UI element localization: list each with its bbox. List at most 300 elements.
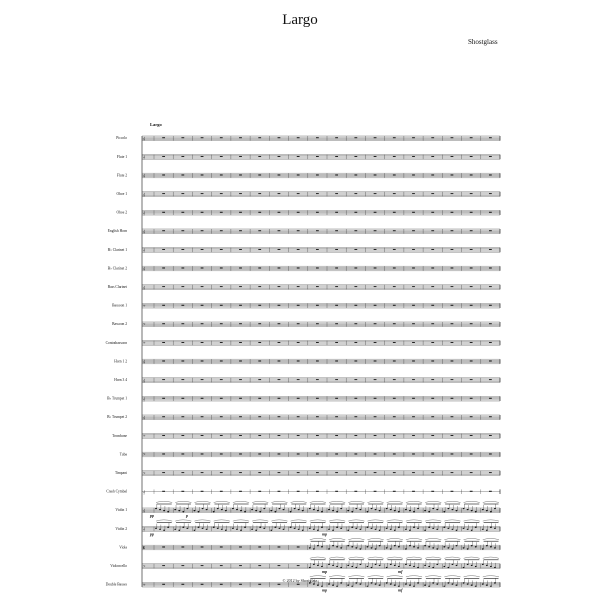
whole-rest [162,547,165,548]
whole-rest [201,230,204,231]
note-head [371,547,373,548]
dynamic-marking: p [186,513,188,518]
note-head [167,527,169,528]
whole-rest [181,491,184,492]
whole-rest [316,137,319,138]
slur [214,501,230,502]
clef-icon: 𝄢 [143,471,146,476]
whole-rest [393,398,396,399]
copyright-notice: © 2012 by Shostglass [282,578,318,583]
composer-name: Shostglass [468,38,498,46]
note-head [413,546,415,547]
whole-rest [393,342,396,343]
whole-rest [201,212,204,213]
whole-rest [220,435,223,436]
slur [291,501,307,502]
whole-rest [297,230,300,231]
instrument-label: B♭ Trumpet 2 [107,415,127,420]
whole-rest [374,268,377,269]
whole-rest [201,472,204,473]
whole-rest [470,491,473,492]
whole-rest [220,416,223,417]
whole-rest [239,137,242,138]
whole-rest [335,491,338,492]
whole-rest [201,342,204,343]
whole-rest [354,193,357,194]
clef-icon: 𝄞 [143,248,146,253]
note-head [456,565,458,566]
whole-rest [489,286,492,287]
note-head [355,528,357,529]
note-head [417,508,419,509]
note-head [436,583,438,584]
whole-rest [489,305,492,306]
note-head [432,547,434,548]
whole-rest [297,156,300,157]
note-head [347,530,349,531]
note-head [486,565,488,566]
whole-rest [393,435,396,436]
note-head [386,567,388,568]
whole-rest [412,398,415,399]
whole-rest [451,472,454,473]
slur [252,501,268,502]
clef-icon: 𝄞 [143,490,146,495]
dynamic-marking: pp [150,513,154,518]
whole-rest [393,472,396,473]
note-head [394,584,396,585]
instrument-label: Horn 3 4 [114,378,127,382]
whole-rest [162,361,165,362]
note-head [432,508,434,509]
note-head [232,508,234,509]
note-head [198,511,200,512]
whole-rest [412,193,415,194]
whole-rest [470,435,473,436]
whole-rest [220,305,223,306]
whole-rest [316,212,319,213]
whole-rest [220,193,223,194]
note-head [328,548,330,549]
whole-rest [297,268,300,269]
whole-rest [181,305,184,306]
whole-rest [258,286,261,287]
whole-rest [374,435,377,436]
whole-rest [489,175,492,176]
slur [367,557,383,558]
whole-rest [393,212,396,213]
whole-rest [220,454,223,455]
whole-rest [201,491,204,492]
note-head [490,527,492,528]
note-head [279,528,281,529]
whole-rest [489,156,492,157]
clef-icon: 𝄢 [143,564,146,569]
whole-rest [489,212,492,213]
whole-rest [470,361,473,362]
whole-rest [181,249,184,250]
whole-rest [431,491,434,492]
whole-rest [258,416,261,417]
slur [464,501,480,502]
note-head [359,548,361,549]
whole-rest [258,305,261,306]
whole-rest [201,268,204,269]
slur [310,576,326,577]
note-head [290,511,292,512]
whole-rest [201,175,204,176]
note-head [340,547,342,548]
whole-rest [162,398,165,399]
note-head [452,548,454,549]
clef-icon: 𝄞 [143,509,146,513]
slur [233,520,249,521]
note-head [279,508,281,509]
note-head [386,547,388,548]
whole-rest [258,491,261,492]
whole-rest [297,472,300,473]
whole-rest [220,584,223,585]
note-head [213,511,215,512]
note-head [475,527,477,528]
instrument-label: Trombone [112,433,127,438]
slur [483,557,499,558]
slur [425,557,441,558]
whole-rest [239,342,242,343]
note-head [471,545,473,546]
whole-rest [239,212,242,213]
slur [444,557,460,558]
note-head [206,509,208,510]
note-head [309,567,311,568]
whole-rest [451,491,454,492]
whole-rest [393,137,396,138]
note-head [270,530,272,531]
note-head [321,527,323,528]
whole-rest [451,268,454,269]
note-head [375,564,377,565]
note-head [274,527,276,528]
note-head [409,510,411,511]
clef-icon: 𝄢 [143,304,146,309]
whole-rest [431,305,434,306]
note-head [371,528,373,529]
note-head [413,566,415,567]
whole-rest [297,137,300,138]
slur [348,538,364,539]
whole-rest [489,472,492,473]
note-head [206,529,208,530]
whole-rest [335,230,338,231]
slur [483,520,499,521]
note-head [359,509,361,510]
note-head [294,528,296,529]
note-head [432,528,434,529]
slur [156,520,172,521]
note-head [367,527,369,528]
slur [329,576,345,577]
whole-rest [316,193,319,194]
whole-rest [258,137,261,138]
whole-rest [451,416,454,417]
whole-rest [258,268,261,269]
whole-rest [181,230,184,231]
note-head [375,548,377,549]
whole-rest [451,379,454,380]
whole-rest [374,249,377,250]
note-head [452,529,454,530]
note-head [359,583,361,584]
slur [444,538,460,539]
whole-rest [393,175,396,176]
whole-rest [239,193,242,194]
whole-rest [278,565,281,566]
whole-rest [412,268,415,269]
note-head [182,511,184,512]
whole-rest [278,584,281,585]
whole-rest [412,286,415,287]
whole-rest [181,398,184,399]
whole-rest [297,175,300,176]
whole-rest [374,398,377,399]
clef-icon: 𝄞 [143,137,146,141]
note-head [417,528,419,529]
whole-rest [489,361,492,362]
whole-rest [470,398,473,399]
note-head [471,584,473,585]
whole-rest [451,137,454,138]
whole-rest [489,454,492,455]
whole-rest [489,137,492,138]
note-head [336,585,338,586]
slur [444,520,460,521]
whole-rest [374,156,377,157]
whole-rest [162,565,165,566]
whole-rest [181,361,184,362]
dynamic-marking: mp [322,568,328,574]
whole-rest [374,305,377,306]
clef-icon: 𝄞 [143,416,146,420]
whole-rest [316,472,319,473]
whole-rest [162,137,165,138]
note-head [336,527,338,528]
note-head [386,528,388,529]
note-head [486,584,488,585]
note-head [490,511,492,512]
whole-rest [316,230,319,231]
whole-rest [489,491,492,492]
whole-rest [451,156,454,157]
whole-rest [278,491,281,492]
note-head [467,529,469,530]
whole-rest [335,305,338,306]
whole-rest [451,305,454,306]
whole-rest [181,416,184,417]
whole-rest [297,491,300,492]
whole-rest [162,193,165,194]
note-head [379,530,381,531]
whole-rest [258,175,261,176]
note-head [486,530,488,531]
clef-icon: 𝄞 [143,192,146,197]
whole-rest [181,547,184,548]
whole-rest [239,547,242,548]
note-head [298,509,300,510]
whole-rest [162,416,165,417]
note-head [240,530,242,531]
whole-rest [258,398,261,399]
whole-rest [374,323,377,324]
whole-rest [489,435,492,436]
note-head [447,567,449,568]
whole-rest [393,416,396,417]
instrument-label: English Horn [107,229,127,234]
note-head [371,567,373,568]
note-head [270,510,272,511]
note-head [332,510,334,511]
whole-rest [239,230,242,231]
whole-rest [181,565,184,566]
note-head [347,510,349,511]
note-head [174,529,176,530]
slur [233,501,249,502]
whole-rest [201,547,204,548]
whole-rest [431,193,434,194]
note-head [463,547,465,548]
whole-rest [489,416,492,417]
whole-rest [316,379,319,380]
instrument-label: Horn 1 2 [114,359,127,364]
whole-rest [431,342,434,343]
note-head [355,547,357,548]
whole-rest [278,361,281,362]
slur [348,501,364,502]
note-head [467,509,469,510]
instrument-label: Flute 1 [116,154,127,159]
whole-rest [258,547,261,548]
note-head [213,527,215,528]
clef-icon: 𝄞 [143,360,146,365]
note-head [394,510,396,511]
whole-rest [278,435,281,436]
note-head [336,566,338,567]
note-head [409,530,411,531]
note-head [452,583,454,584]
whole-rest [335,212,338,213]
whole-rest [239,472,242,473]
note-head [475,585,477,586]
whole-rest [220,230,223,231]
whole-rest [278,472,281,473]
note-head [351,566,353,567]
note-head [240,510,242,511]
slur [291,520,307,521]
whole-rest [470,286,473,287]
whole-rest [239,379,242,380]
whole-rest [162,305,165,306]
note-head [428,566,430,567]
note-head [424,545,426,546]
slur [310,520,326,521]
whole-rest [412,323,415,324]
slur [194,520,210,521]
whole-rest [278,323,281,324]
slur [367,538,383,539]
note-head [371,508,373,509]
whole-rest [201,193,204,194]
whole-rest [393,249,396,250]
whole-rest [335,361,338,362]
whole-rest [278,137,281,138]
note-head [375,583,377,584]
whole-rest [201,361,204,362]
note-head [321,566,323,567]
note-head [394,565,396,566]
slur [194,501,210,502]
note-head [456,545,458,546]
note-head [255,530,257,531]
whole-rest [431,156,434,157]
note-head [467,548,469,549]
note-head [398,511,400,512]
note-head [309,508,311,509]
note-head [309,547,311,548]
instrument-label: Timpani [114,471,127,475]
slur [425,501,441,502]
whole-rest [451,454,454,455]
whole-rest [201,249,204,250]
whole-rest [162,212,165,213]
note-head [443,566,445,567]
whole-rest [239,361,242,362]
whole-rest [297,454,300,455]
whole-rest [374,454,377,455]
whole-rest [220,268,223,269]
whole-rest [297,435,300,436]
whole-rest [374,379,377,380]
instrument-label: Contrabassoon [105,340,127,345]
note-head [475,566,477,567]
whole-rest [412,342,415,343]
note-head [428,546,430,547]
whole-rest [354,323,357,324]
note-head [452,509,454,510]
clef-icon: 𝄞 [143,285,146,290]
note-head [409,584,411,585]
whole-rest [239,268,242,269]
note-head [336,546,338,547]
whole-rest [431,454,434,455]
whole-rest [470,137,473,138]
slur [175,520,191,521]
note-head [436,529,438,530]
whole-rest [278,230,281,231]
slur [406,576,422,577]
whole-rest [258,472,261,473]
note-head [398,546,400,547]
note-head [332,584,334,585]
instrument-label: Bassoon 2 [112,322,127,327]
slur [329,538,345,539]
note-head [432,567,434,568]
whole-rest [335,286,338,287]
whole-rest [239,175,242,176]
clef-icon: 𝄞 [143,527,146,532]
whole-rest [278,416,281,417]
dynamic-marking: mp [322,531,328,537]
note-head [159,509,161,510]
whole-rest [162,491,165,492]
